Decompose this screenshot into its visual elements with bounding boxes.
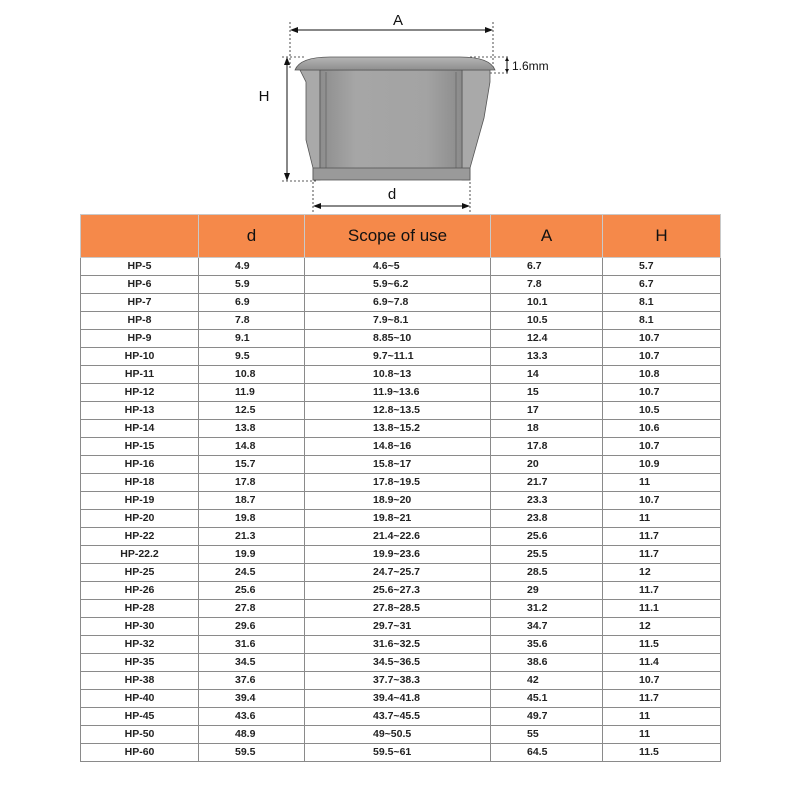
cell-scope: 6.9~7.8 — [305, 294, 491, 312]
table-row — [81, 672, 721, 690]
cell-h: 10.7 — [603, 384, 721, 402]
cell-model: HP-50 — [81, 726, 199, 744]
cell-scope: 15.8~17 — [305, 456, 491, 474]
cell-model: HP-35 — [81, 654, 199, 672]
table-row — [81, 258, 721, 276]
cell-scope: 49~50.5 — [305, 726, 491, 744]
cell-model: HP-6 — [81, 276, 199, 294]
table-row — [81, 744, 721, 762]
cell-scope: 24.7~25.7 — [305, 564, 491, 582]
cell-d: 34.5 — [199, 654, 305, 672]
table-row — [81, 564, 721, 582]
cell-d: 29.6 — [199, 618, 305, 636]
plug-dimension-diagram — [0, 0, 800, 214]
cell-d: 19.9 — [199, 546, 305, 564]
cell-model: HP-30 — [81, 618, 199, 636]
table-row — [81, 492, 721, 510]
cell-scope: 25.6~27.3 — [305, 582, 491, 600]
cell-scope: 19.9~23.6 — [305, 546, 491, 564]
cell-d: 24.5 — [199, 564, 305, 582]
cell-h: 10.9 — [603, 456, 721, 474]
cell-d: 5.9 — [199, 276, 305, 294]
cell-model: HP-12 — [81, 384, 199, 402]
cell-d: 12.5 — [199, 402, 305, 420]
table-row — [81, 438, 721, 456]
cell-model: HP-22.2 — [81, 546, 199, 564]
cell-a: 28.5 — [491, 564, 603, 582]
cell-h: 10.7 — [603, 438, 721, 456]
cell-scope: 8.85~10 — [305, 330, 491, 348]
cell-h: 11.5 — [603, 636, 721, 654]
cell-scope: 59.5~61 — [305, 744, 491, 762]
cell-d: 43.6 — [199, 708, 305, 726]
cell-h: 10.7 — [603, 348, 721, 366]
cell-scope: 18.9~20 — [305, 492, 491, 510]
table-row — [81, 510, 721, 528]
cell-h: 6.7 — [603, 276, 721, 294]
cell-h: 10.7 — [603, 492, 721, 510]
cell-h: 11.7 — [603, 690, 721, 708]
cell-d: 6.9 — [199, 294, 305, 312]
cell-model: HP-16 — [81, 456, 199, 474]
cell-d: 19.8 — [199, 510, 305, 528]
cell-a: 45.1 — [491, 690, 603, 708]
cell-d: 15.7 — [199, 456, 305, 474]
cell-scope: 17.8~19.5 — [305, 474, 491, 492]
cell-h: 11 — [603, 726, 721, 744]
label-h: H — [258, 88, 270, 105]
cell-scope: 13.8~15.2 — [305, 420, 491, 438]
cell-h: 11.1 — [603, 600, 721, 618]
cell-a: 7.8 — [491, 276, 603, 294]
cell-a: 35.6 — [491, 636, 603, 654]
header-h: H — [603, 215, 721, 258]
cell-d: 27.8 — [199, 600, 305, 618]
cell-a: 17 — [491, 402, 603, 420]
cell-a: 31.2 — [491, 600, 603, 618]
cell-d: 14.8 — [199, 438, 305, 456]
header-a: A — [491, 215, 603, 258]
cell-a: 55 — [491, 726, 603, 744]
cell-a: 10.1 — [491, 294, 603, 312]
cell-model: HP-26 — [81, 582, 199, 600]
table-row — [81, 636, 721, 654]
cell-model: HP-19 — [81, 492, 199, 510]
cell-scope: 9.7~11.1 — [305, 348, 491, 366]
table-row — [81, 528, 721, 546]
cell-a: 34.7 — [491, 618, 603, 636]
cell-d: 31.6 — [199, 636, 305, 654]
plug-drawing — [295, 57, 495, 180]
cell-a: 10.5 — [491, 312, 603, 330]
cell-h: 11.7 — [603, 546, 721, 564]
table-row — [81, 294, 721, 312]
table-body — [81, 258, 721, 762]
cell-model: HP-18 — [81, 474, 199, 492]
cell-scope: 11.9~13.6 — [305, 384, 491, 402]
cell-h: 10.7 — [603, 330, 721, 348]
cell-a: 17.8 — [491, 438, 603, 456]
cell-d: 9.1 — [199, 330, 305, 348]
table-row — [81, 402, 721, 420]
table-row — [81, 546, 721, 564]
cell-a: 6.7 — [491, 258, 603, 276]
cell-model: HP-8 — [81, 312, 199, 330]
cell-model: HP-11 — [81, 366, 199, 384]
cell-scope: 34.5~36.5 — [305, 654, 491, 672]
cell-model: HP-7 — [81, 294, 199, 312]
cell-h: 11.4 — [603, 654, 721, 672]
label-d: d — [387, 186, 397, 203]
cell-a: 29 — [491, 582, 603, 600]
cell-model: HP-40 — [81, 690, 199, 708]
cell-model: HP-14 — [81, 420, 199, 438]
cell-h: 11 — [603, 474, 721, 492]
cell-h: 10.6 — [603, 420, 721, 438]
cell-h: 10.8 — [603, 366, 721, 384]
cell-model: HP-28 — [81, 600, 199, 618]
header-model — [81, 215, 199, 258]
cell-d: 21.3 — [199, 528, 305, 546]
table-row — [81, 726, 721, 744]
cell-scope: 29.7~31 — [305, 618, 491, 636]
cell-a: 21.7 — [491, 474, 603, 492]
cell-a: 64.5 — [491, 744, 603, 762]
cell-scope: 14.8~16 — [305, 438, 491, 456]
cell-a: 13.3 — [491, 348, 603, 366]
header-d: d — [199, 215, 305, 258]
cell-scope: 19.8~21 — [305, 510, 491, 528]
table-header-row — [81, 215, 721, 258]
cell-d: 37.6 — [199, 672, 305, 690]
cell-model: HP-32 — [81, 636, 199, 654]
cell-model: HP-13 — [81, 402, 199, 420]
cell-d: 7.8 — [199, 312, 305, 330]
cell-model: HP-15 — [81, 438, 199, 456]
cell-model: HP-9 — [81, 330, 199, 348]
cell-model: HP-45 — [81, 708, 199, 726]
label-thickness: 1.6mm — [512, 59, 549, 73]
cell-scope: 31.6~32.5 — [305, 636, 491, 654]
cell-h: 8.1 — [603, 312, 721, 330]
cell-a: 20 — [491, 456, 603, 474]
cell-scope: 7.9~8.1 — [305, 312, 491, 330]
table-row — [81, 618, 721, 636]
table-row — [81, 690, 721, 708]
table-row — [81, 654, 721, 672]
table-row — [81, 708, 721, 726]
cell-model: HP-25 — [81, 564, 199, 582]
cell-scope: 27.8~28.5 — [305, 600, 491, 618]
table-row — [81, 330, 721, 348]
cell-a: 14 — [491, 366, 603, 384]
cell-d: 17.8 — [199, 474, 305, 492]
dimension-d — [313, 182, 470, 212]
cell-model: HP-20 — [81, 510, 199, 528]
cell-h: 11.7 — [603, 528, 721, 546]
table-row — [81, 384, 721, 402]
cell-a: 25.6 — [491, 528, 603, 546]
cell-a: 23.8 — [491, 510, 603, 528]
cell-a: 42 — [491, 672, 603, 690]
cell-scope: 37.7~38.3 — [305, 672, 491, 690]
table-row — [81, 312, 721, 330]
cell-a: 23.3 — [491, 492, 603, 510]
cell-d: 13.8 — [199, 420, 305, 438]
table-row — [81, 582, 721, 600]
cell-d: 48.9 — [199, 726, 305, 744]
cell-scope: 39.4~41.8 — [305, 690, 491, 708]
cell-a: 12.4 — [491, 330, 603, 348]
cell-h: 10.5 — [603, 402, 721, 420]
cell-scope: 43.7~45.5 — [305, 708, 491, 726]
table-row — [81, 366, 721, 384]
cell-d: 4.9 — [199, 258, 305, 276]
cell-model: HP-22 — [81, 528, 199, 546]
cell-h: 10.7 — [603, 672, 721, 690]
cell-d: 39.4 — [199, 690, 305, 708]
cell-h: 12 — [603, 618, 721, 636]
cell-scope: 10.8~13 — [305, 366, 491, 384]
cell-h: 5.7 — [603, 258, 721, 276]
cell-d: 59.5 — [199, 744, 305, 762]
cell-d: 11.9 — [199, 384, 305, 402]
cell-h: 11 — [603, 708, 721, 726]
label-a: A — [392, 12, 404, 29]
header-scope: Scope of use — [305, 215, 491, 258]
cell-model: HP-10 — [81, 348, 199, 366]
cell-h: 12 — [603, 564, 721, 582]
cell-scope: 21.4~22.6 — [305, 528, 491, 546]
cell-model: HP-38 — [81, 672, 199, 690]
cell-model: HP-60 — [81, 744, 199, 762]
cell-h: 8.1 — [603, 294, 721, 312]
cell-model: HP-5 — [81, 258, 199, 276]
cell-d: 9.5 — [199, 348, 305, 366]
cell-d: 25.6 — [199, 582, 305, 600]
cell-a: 18 — [491, 420, 603, 438]
cell-a: 49.7 — [491, 708, 603, 726]
cell-d: 10.8 — [199, 366, 305, 384]
table-row — [81, 348, 721, 366]
cell-a: 25.5 — [491, 546, 603, 564]
cell-h: 11.5 — [603, 744, 721, 762]
table-row — [81, 474, 721, 492]
table-row — [81, 420, 721, 438]
cell-scope: 5.9~6.2 — [305, 276, 491, 294]
cell-scope: 12.8~13.5 — [305, 402, 491, 420]
cell-a: 38.6 — [491, 654, 603, 672]
cell-h: 11.7 — [603, 582, 721, 600]
table-row — [81, 276, 721, 294]
cell-d: 18.7 — [199, 492, 305, 510]
table-row — [81, 600, 721, 618]
cell-a: 15 — [491, 384, 603, 402]
cell-scope: 4.6~5 — [305, 258, 491, 276]
table-row — [81, 456, 721, 474]
cell-h: 11 — [603, 510, 721, 528]
spec-table — [80, 214, 721, 762]
